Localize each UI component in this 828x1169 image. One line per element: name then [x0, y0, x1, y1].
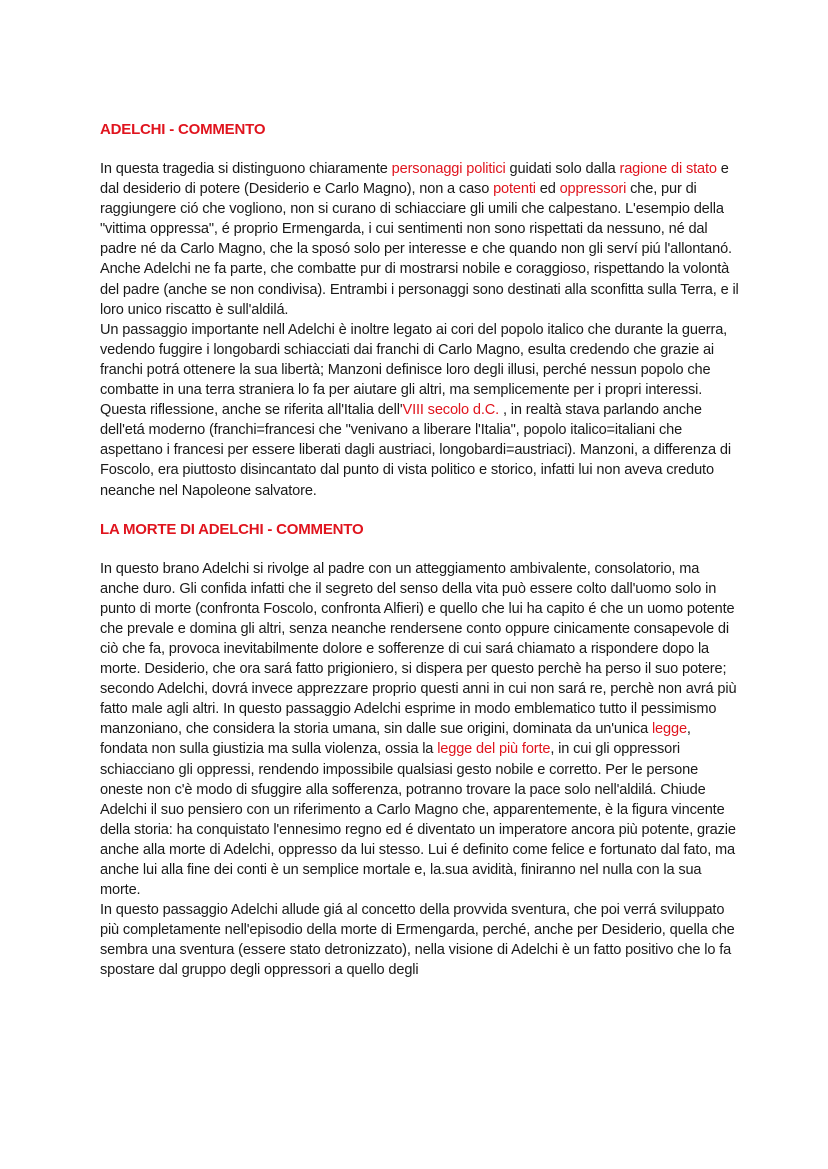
highlighted-term: personaggi politici [391, 161, 506, 177]
text-segment: , in realtà stava parlando anche dell'etá moderno (franchi=francesi che "venivano a liberare l'Italia", popolo italico=italiani che aspettano i francesi per essere liberati dagli austriaci, longobardi=austriaci). Manzoni, a differenza di Foscolo, era piuttosto disincantato dal punto di vista politico e storico, infatti lui non aveva creduto neanche nel Napoleone salvatore. [100, 402, 731, 499]
text-segment: ed [535, 181, 560, 198]
highlighted-term: legge [651, 721, 687, 738]
text-segment: In questo brano Adelchi si rivolge al padre con un atteggiamento ambivalente, consolatorio, ma anche duro. Gli confida infatti che il segreto del senso della vita può essere colto dall'uomo solo in punto di morte (confronta Foscolo, confronta Alfieri) e quello che lui ha capito é che un uomo potente che prevale e domina gli altri, senza neanche rendersene conto oppure cinicamente consapevole di ciò che fa, provoca inevitabilmente dolore e sofferenze di cui sará chiamato a rispondere dopo la morte. Desiderio, che ora sará fatto prigioniero, si dispera per questo perchè ha perso il suo potere; secondo Adelchi, dovrá invece apprezzare proprio questi anni in cui non sará re, perchè non avrá più fatto male agli altri. In questo passaggio Adelchi esprime in modo emblematico tutto il pessimismo manzoniano, che considera la storia umana, sin dalle sue origini, dominata da un'unica [100, 560, 737, 738]
text-segment: e dal desiderio di potere (Desiderio e Carlo Magno), non a caso [100, 161, 729, 198]
text-segment: Un passaggio importante nell Adelchi è inoltre legato ai cori del popolo italico che durante la guerra, vedendo fuggire i longobardi schiacciati dai franchi di Carlo Magno, esulta credendo che grazie ai franchi potrá ottenere la sua libertà; Manzoni definisce loro degli illusi, perché nessun popolo che combatte in una terra straniera lo fa per aiutare gli altri, ma semplicemente per i propri interessi. Questa riflessione, anche se riferita all'Italia dell' [100, 321, 728, 419]
highlighted-term: ragione di stato [619, 161, 717, 177]
paragraph-brano-adelchi [100, 559, 740, 901]
text-segment: In questa tragedia si distinguono chiaramente [100, 161, 392, 177]
text-segment: che, pur di raggiungere ció che vogliono, non si curano di schiacciare gli umili che calpestano. L'esempio della "vittima oppressa", é proprio Ermengarda, i cui sentimenti non sono rispettati da nessuno, né dal padre né da Carlo Magno, che la sposó solo per interesse e che quando non gli serví piú l'allontanó. Anche Adelchi ne fa parte, che combatte pur di mostrarsi nobile e coraggioso, rispettando la volontà del padre (anche se non condivisa). Entrambi i personaggi sono destinati alla sconfitta sulla Terra, e il loro unico riscatto è sull'aldilá. [100, 181, 739, 318]
highlighted-term: oppressori [559, 181, 627, 198]
text-segment: , in cui gli oppressori schiacciano gli oppressi, rendendo impossibile qualsiasi gesto nobile e corretto. Per le persone oneste non c'è modo di sfuggire alla sofferenza, potranno trovare la pace solo nell'aldilá. Chiude Adelchi il suo pensiero con un riferimento a Carlo Magno che, apparentemente, è la figura vincente della storia: ha conquistato l'ennesimo regno ed é diventato un imperatore ancora più potente, grazie anche alla morte di Adelchi, oppresso da lui stesso. Lui é definito come felice e fortunato dal fato, ma anche lui alla fine dei conti è un semplice mortale e, la.sua avidità, finiranno nel nulla con la sua morte. [100, 741, 736, 899]
highlighted-term: VIII secolo d.C. [402, 402, 500, 419]
text-segment: guidati solo dalla [505, 161, 620, 177]
highlighted-term: potenti [493, 181, 536, 198]
document-page [100, 120, 740, 981]
paragraph-provvida-sventura [100, 900, 740, 980]
paragraph-cori-popolo-italico [100, 320, 740, 501]
paragraph-personaggi-politici [100, 159, 740, 320]
section-heading-adelchi-commento: ADELCHI - COMMENTO [100, 121, 266, 138]
text-segment: In questo passaggio Adelchi allude giá al concetto della provvida sventura, che poi verrá sviluppato più completamente nell'episodio della morte di Ermengarda, perché, anche per Desiderio, quella che sembra una sventura (essere stato detronizzato), nella visione di Adelchi è un fatto positivo che lo fa spostare dal gruppo degli oppressori a quello degli [100, 902, 735, 979]
text-segment: , fondata non sulla giustizia ma sulla violenza, ossia la [100, 721, 691, 758]
highlighted-term: legge del più forte [437, 741, 551, 758]
section-heading-morte-di-adelchi: LA MORTE DI ADELCHI - COMMENTO [100, 520, 364, 538]
